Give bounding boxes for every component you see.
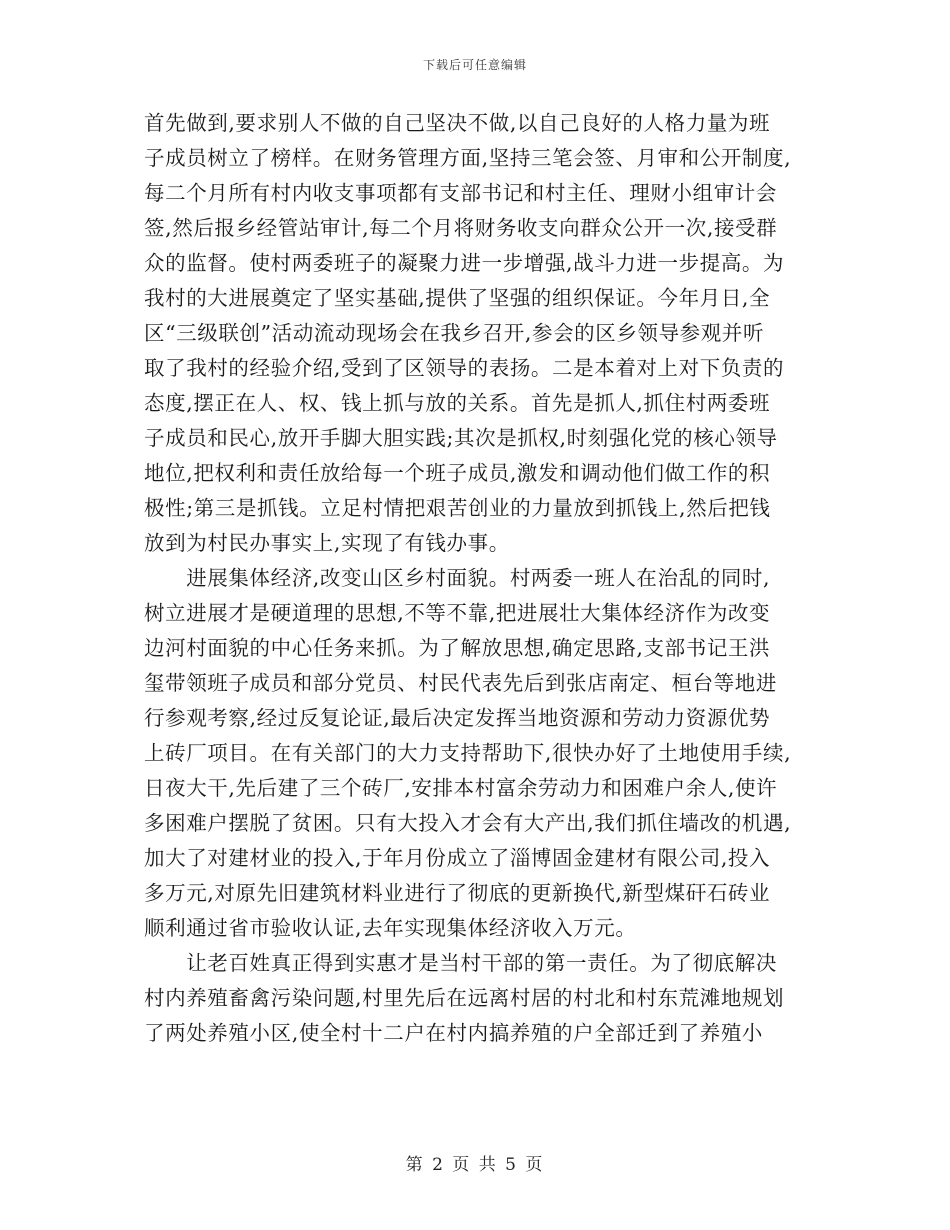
text-line: 众的监督。使村两委班子的凝聚力进一步增强,战斗力进一步提高。为 <box>144 251 785 275</box>
page-header: 下载后可任意编辑 <box>422 58 527 72</box>
text-line: 每二个月所有村内收支事项都有支部书记和村主任、理财小组审计会 <box>144 181 777 205</box>
text-line: 行参观考察,经过反复论证,最后决定发挥当地资源和劳动力资源优势 <box>144 706 771 730</box>
text-line: 多万元,对原先旧建筑材料业进行了彻底的更新换代,新型煤矸石砖业 <box>144 881 771 905</box>
text-line: 进展集体经济,改变山区乡村面貌。村两委一班人在治乱的同时, <box>144 566 771 590</box>
text-line: 首先做到,要求别人不做的自己坚决不做,以自己良好的人格力量为班 <box>144 111 771 135</box>
text-line: 态度,摆正在人、权、钱上抓与放的关系。首先是抓人,抓住村两委班 <box>144 391 771 415</box>
text-line: 子成员和民心,放开手脚大胆实践;其次是抓权,时刻强化党的核心领导 <box>144 426 778 450</box>
text-line: 签,然后报乡经管站审计,每二个月将财务收支向群众公开一次,接受群 <box>144 216 778 240</box>
text-line: 地位,把权利和责任放给每一个班子成员,激发和调动他们做工作的积 <box>144 461 771 485</box>
text-line: 玺带领班子成员和部分党员、村民代表先后到张店南定、桓台等地进 <box>144 671 777 695</box>
text-line: 区“三级联创”活动流动现场会在我乡召开,参会的区乡领导参观并听 <box>144 321 765 345</box>
text-line: 放到为村民办事实上,实现了有钱办事。 <box>144 531 510 555</box>
text-line: 树立进展才是硬道理的思想,不等不靠,把进展壮大集体经济作为改变 <box>144 601 771 625</box>
text-line: 子成员树立了榜样。在财务管理方面,坚持三笔会签、月审和公开制度, <box>144 146 792 170</box>
text-line: 村内养殖畜禽污染问题,村里先后在远离村居的村北和村东荒滩地规划 <box>144 986 785 1010</box>
text-line: 多困难户摆脱了贫困。只有大投入才会有大产出,我们抓住墙改的机遇, <box>144 811 792 835</box>
text-line: 取了我村的经验介绍,受到了区领导的表扬。二是本着对上对下负责的 <box>144 356 785 380</box>
body-text <box>144 106 814 1051</box>
text-line: 我村的大进展奠定了坚实基础,提供了坚强的组织保证。今年月日,全 <box>144 286 771 310</box>
text-line: 日夜大干,先后建了三个砖厂,安排本村富余劳动力和困难户余人,使许 <box>144 776 778 800</box>
page-number-footer: 第 2 页 共 5 页 <box>405 1155 545 1175</box>
text-line: 极性;第三是抓钱。立足村情把艰苦创业的力量放到抓钱上,然后把钱 <box>144 496 771 520</box>
text-line: 上砖厂项目。在有关部门的大力支持帮助下,很快办好了土地使用手续, <box>144 741 792 765</box>
text-line: 加大了对建材业的投入,于年月份成立了淄博固金建材有限公司,投入 <box>144 846 771 870</box>
text-line: 边河村面貌的中心任务来抓。为了解放思想,确定思路,支部书记王洪 <box>144 636 771 660</box>
text-line: 让老百姓真正得到实惠才是当村干部的第一责任。为了彻底解决 <box>144 951 777 975</box>
text-line: 顺利通过省市验收认证,去年实现集体经济收入万元。 <box>144 916 637 940</box>
text-line: 了两处养殖小区,使全村十二户在村内搞养殖的户全部迁到了养殖小 <box>144 1021 764 1045</box>
